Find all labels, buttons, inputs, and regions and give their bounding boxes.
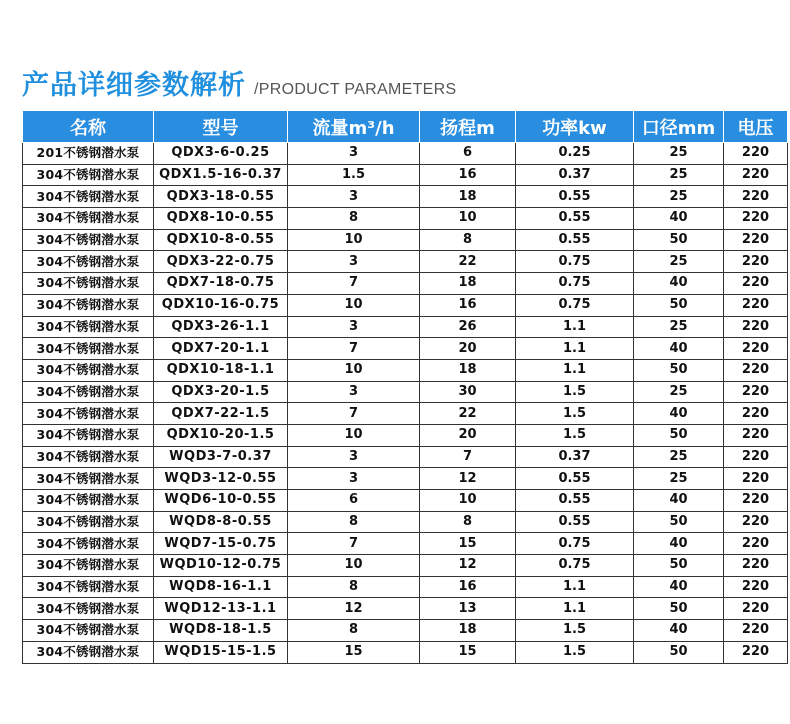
cell-model: QDX3-26-1.1 <box>154 316 288 338</box>
table-row <box>23 468 788 490</box>
cell-power: 0.55 <box>516 490 634 512</box>
table-row <box>23 511 788 533</box>
cell-head: 8 <box>420 511 516 533</box>
cell-name: 304不锈钢潜水泵 <box>23 164 154 186</box>
cell-model: QDX8-10-0.55 <box>154 208 288 230</box>
cell-head: 16 <box>420 164 516 186</box>
cell-flow: 8 <box>288 576 420 598</box>
cell-model: QDX10-8-0.55 <box>154 229 288 251</box>
cell-head: 12 <box>420 468 516 490</box>
cell-flow: 12 <box>288 598 420 620</box>
cell-name: 304不锈钢潜水泵 <box>23 620 154 642</box>
cell-model: WQD6-10-0.55 <box>154 490 288 512</box>
cell-name: 304不锈钢潜水泵 <box>23 381 154 403</box>
cell-voltage: 220 <box>724 598 788 620</box>
cell-model: QDX3-18-0.55 <box>154 186 288 208</box>
cell-voltage: 220 <box>724 446 788 468</box>
table-row <box>23 576 788 598</box>
cell-diameter: 40 <box>634 208 724 230</box>
table-row <box>23 208 788 230</box>
table-header-row <box>23 111 788 143</box>
cell-name: 304不锈钢潜水泵 <box>23 403 154 425</box>
cell-head: 18 <box>420 186 516 208</box>
cell-model: WQD3-12-0.55 <box>154 468 288 490</box>
product-parameters-table <box>22 110 788 664</box>
section-title-en: /PRODUCT PARAMETERS <box>254 81 457 98</box>
cell-power: 0.55 <box>516 511 634 533</box>
cell-voltage: 220 <box>724 359 788 381</box>
cell-head: 22 <box>420 251 516 273</box>
cell-head: 26 <box>420 316 516 338</box>
cell-name: 304不锈钢潜水泵 <box>23 208 154 230</box>
cell-voltage: 220 <box>724 208 788 230</box>
cell-name: 304不锈钢潜水泵 <box>23 555 154 577</box>
cell-model: WQD15-15-1.5 <box>154 641 288 663</box>
cell-flow: 3 <box>288 251 420 273</box>
table-row <box>23 143 788 165</box>
cell-power: 0.55 <box>516 229 634 251</box>
cell-voltage: 220 <box>724 641 788 663</box>
cell-voltage: 220 <box>724 533 788 555</box>
cell-diameter: 40 <box>634 490 724 512</box>
column-header-diameter: 口径mm <box>634 111 724 143</box>
table-row <box>23 446 788 468</box>
cell-voltage: 220 <box>724 511 788 533</box>
cell-model: QDX7-22-1.5 <box>154 403 288 425</box>
table-row <box>23 598 788 620</box>
cell-flow: 10 <box>288 359 420 381</box>
cell-head: 15 <box>420 533 516 555</box>
table-row <box>23 620 788 642</box>
cell-model: WQD12-13-1.1 <box>154 598 288 620</box>
table-row <box>23 490 788 512</box>
cell-power: 0.55 <box>516 208 634 230</box>
column-header-voltage: 电压 <box>724 111 788 143</box>
cell-voltage: 220 <box>724 490 788 512</box>
cell-flow: 7 <box>288 403 420 425</box>
cell-name: 304不锈钢潜水泵 <box>23 490 154 512</box>
cell-power: 0.55 <box>516 186 634 208</box>
cell-name: 304不锈钢潜水泵 <box>23 424 154 446</box>
cell-name: 304不锈钢潜水泵 <box>23 251 154 273</box>
cell-flow: 8 <box>288 620 420 642</box>
cell-diameter: 25 <box>634 143 724 165</box>
table-row <box>23 164 788 186</box>
cell-voltage: 220 <box>724 251 788 273</box>
cell-diameter: 40 <box>634 273 724 295</box>
cell-flow: 10 <box>288 294 420 316</box>
cell-power: 1.5 <box>516 641 634 663</box>
cell-head: 6 <box>420 143 516 165</box>
cell-flow: 1.5 <box>288 164 420 186</box>
cell-flow: 15 <box>288 641 420 663</box>
cell-diameter: 40 <box>634 403 724 425</box>
cell-power: 0.37 <box>516 164 634 186</box>
cell-name: 304不锈钢潜水泵 <box>23 598 154 620</box>
table-row <box>23 251 788 273</box>
column-header-model: 型号 <box>154 111 288 143</box>
table-body <box>23 143 788 664</box>
column-header-power: 功率kw <box>516 111 634 143</box>
cell-flow: 10 <box>288 555 420 577</box>
cell-flow: 10 <box>288 229 420 251</box>
cell-voltage: 220 <box>724 316 788 338</box>
cell-name: 304不锈钢潜水泵 <box>23 229 154 251</box>
cell-model: QDX7-20-1.1 <box>154 338 288 360</box>
section-heading <box>22 62 456 102</box>
table-row <box>23 273 788 295</box>
cell-voltage: 220 <box>724 576 788 598</box>
cell-voltage: 220 <box>724 338 788 360</box>
cell-diameter: 25 <box>634 164 724 186</box>
cell-flow: 3 <box>288 381 420 403</box>
cell-power: 1.5 <box>516 381 634 403</box>
cell-flow: 3 <box>288 446 420 468</box>
cell-name: 304不锈钢潜水泵 <box>23 446 154 468</box>
cell-power: 1.5 <box>516 403 634 425</box>
cell-head: 12 <box>420 555 516 577</box>
cell-diameter: 25 <box>634 446 724 468</box>
cell-diameter: 40 <box>634 533 724 555</box>
cell-flow: 3 <box>288 186 420 208</box>
cell-head: 16 <box>420 294 516 316</box>
cell-voltage: 220 <box>724 273 788 295</box>
cell-flow: 8 <box>288 208 420 230</box>
cell-model: QDX3-20-1.5 <box>154 381 288 403</box>
cell-model: WQD8-8-0.55 <box>154 511 288 533</box>
cell-power: 0.55 <box>516 468 634 490</box>
cell-diameter: 25 <box>634 381 724 403</box>
cell-power: 1.1 <box>516 338 634 360</box>
cell-head: 18 <box>420 359 516 381</box>
cell-head: 20 <box>420 424 516 446</box>
cell-head: 22 <box>420 403 516 425</box>
cell-name: 304不锈钢潜水泵 <box>23 338 154 360</box>
cell-diameter: 25 <box>634 186 724 208</box>
cell-head: 10 <box>420 208 516 230</box>
cell-head: 16 <box>420 576 516 598</box>
cell-voltage: 220 <box>724 381 788 403</box>
table-row <box>23 424 788 446</box>
cell-head: 18 <box>420 273 516 295</box>
cell-diameter: 40 <box>634 620 724 642</box>
cell-diameter: 40 <box>634 576 724 598</box>
table-row <box>23 186 788 208</box>
cell-model: QDX10-16-0.75 <box>154 294 288 316</box>
column-header-name: 名称 <box>23 111 154 143</box>
cell-head: 10 <box>420 490 516 512</box>
cell-power: 0.25 <box>516 143 634 165</box>
cell-model: WQD10-12-0.75 <box>154 555 288 577</box>
cell-flow: 10 <box>288 424 420 446</box>
cell-model: WQD7-15-0.75 <box>154 533 288 555</box>
cell-diameter: 50 <box>634 359 724 381</box>
cell-voltage: 220 <box>724 555 788 577</box>
cell-name: 304不锈钢潜水泵 <box>23 359 154 381</box>
cell-diameter: 50 <box>634 511 724 533</box>
cell-power: 1.5 <box>516 424 634 446</box>
table-row <box>23 533 788 555</box>
table-row <box>23 403 788 425</box>
cell-flow: 6 <box>288 490 420 512</box>
table-row <box>23 294 788 316</box>
cell-power: 1.1 <box>516 598 634 620</box>
cell-power: 0.75 <box>516 294 634 316</box>
cell-flow: 3 <box>288 468 420 490</box>
cell-power: 0.75 <box>516 251 634 273</box>
table-row <box>23 555 788 577</box>
cell-name: 304不锈钢潜水泵 <box>23 576 154 598</box>
cell-model: QDX3-6-0.25 <box>154 143 288 165</box>
cell-diameter: 25 <box>634 251 724 273</box>
cell-voltage: 220 <box>724 620 788 642</box>
cell-voltage: 220 <box>724 229 788 251</box>
cell-model: QDX3-22-0.75 <box>154 251 288 273</box>
cell-model: WQD3-7-0.37 <box>154 446 288 468</box>
cell-diameter: 25 <box>634 316 724 338</box>
cell-name: 304不锈钢潜水泵 <box>23 186 154 208</box>
table-row <box>23 641 788 663</box>
cell-power: 0.75 <box>516 273 634 295</box>
cell-model: WQD8-18-1.5 <box>154 620 288 642</box>
cell-name: 304不锈钢潜水泵 <box>23 511 154 533</box>
table-row <box>23 381 788 403</box>
cell-flow: 3 <box>288 316 420 338</box>
cell-diameter: 50 <box>634 598 724 620</box>
cell-head: 20 <box>420 338 516 360</box>
cell-name: 304不锈钢潜水泵 <box>23 468 154 490</box>
cell-head: 30 <box>420 381 516 403</box>
cell-flow: 3 <box>288 143 420 165</box>
cell-name: 201不锈钢潜水泵 <box>23 143 154 165</box>
cell-diameter: 50 <box>634 555 724 577</box>
cell-voltage: 220 <box>724 186 788 208</box>
cell-power: 1.1 <box>516 359 634 381</box>
cell-diameter: 25 <box>634 468 724 490</box>
cell-voltage: 220 <box>724 164 788 186</box>
cell-diameter: 50 <box>634 294 724 316</box>
cell-head: 15 <box>420 641 516 663</box>
cell-flow: 7 <box>288 273 420 295</box>
cell-diameter: 50 <box>634 229 724 251</box>
cell-voltage: 220 <box>724 294 788 316</box>
cell-power: 1.1 <box>516 316 634 338</box>
cell-voltage: 220 <box>724 403 788 425</box>
column-header-head: 扬程m <box>420 111 516 143</box>
cell-power: 0.75 <box>516 533 634 555</box>
cell-diameter: 50 <box>634 424 724 446</box>
cell-model: QDX10-20-1.5 <box>154 424 288 446</box>
cell-model: QDX10-18-1.1 <box>154 359 288 381</box>
table-row <box>23 359 788 381</box>
section-title-cn: 产品详细参数解析 <box>22 70 246 101</box>
cell-name: 304不锈钢潜水泵 <box>23 316 154 338</box>
cell-model: QDX7-18-0.75 <box>154 273 288 295</box>
cell-power: 0.75 <box>516 555 634 577</box>
cell-diameter: 50 <box>634 641 724 663</box>
cell-head: 13 <box>420 598 516 620</box>
cell-power: 0.37 <box>516 446 634 468</box>
cell-voltage: 220 <box>724 468 788 490</box>
cell-model: QDX1.5-16-0.37 <box>154 164 288 186</box>
cell-flow: 8 <box>288 511 420 533</box>
table-row <box>23 316 788 338</box>
cell-name: 304不锈钢潜水泵 <box>23 533 154 555</box>
cell-diameter: 40 <box>634 338 724 360</box>
cell-head: 8 <box>420 229 516 251</box>
column-header-flow: 流量m³/h <box>288 111 420 143</box>
cell-flow: 7 <box>288 338 420 360</box>
table-row <box>23 338 788 360</box>
cell-name: 304不锈钢潜水泵 <box>23 641 154 663</box>
cell-head: 18 <box>420 620 516 642</box>
cell-power: 1.5 <box>516 620 634 642</box>
cell-name: 304不锈钢潜水泵 <box>23 273 154 295</box>
cell-flow: 7 <box>288 533 420 555</box>
cell-power: 1.1 <box>516 576 634 598</box>
cell-name: 304不锈钢潜水泵 <box>23 294 154 316</box>
table-row <box>23 229 788 251</box>
cell-head: 7 <box>420 446 516 468</box>
cell-model: WQD8-16-1.1 <box>154 576 288 598</box>
cell-voltage: 220 <box>724 143 788 165</box>
cell-voltage: 220 <box>724 424 788 446</box>
